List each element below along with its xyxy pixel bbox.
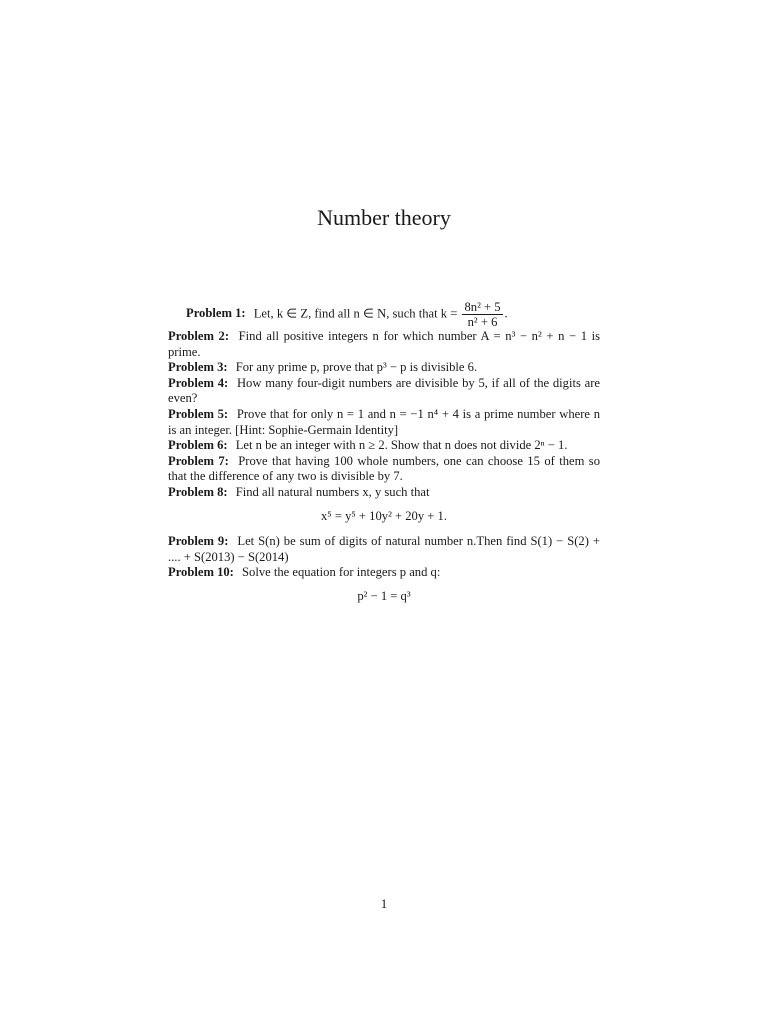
problem-label: Problem 6: — [168, 438, 228, 453]
display-equation: p² − 1 = q³ — [357, 588, 411, 603]
display-equation: x⁵ = y⁵ + 10y² + 20y + 1. — [321, 508, 447, 523]
problem-label: Problem 7: — [168, 453, 229, 468]
problem-label: Problem 3: — [168, 360, 228, 375]
problem-5 — [168, 407, 600, 438]
problem-text-end: . — [504, 306, 508, 321]
problem-8 — [168, 485, 600, 501]
fraction-numerator: 8n² + 5 — [464, 300, 501, 314]
document-title: Number theory — [317, 205, 451, 230]
problem-1 — [168, 300, 600, 329]
problem-label: Problem 9: — [168, 534, 229, 549]
page-number: 1 — [380, 896, 388, 911]
problem-7 — [168, 454, 600, 485]
problem-3 — [168, 360, 600, 376]
problem-label: Problem 8: — [168, 484, 228, 499]
fraction — [462, 300, 502, 329]
problem-6 — [168, 438, 600, 454]
problem-text: Let S(n) be sum of digits of natural number n.Then find S(1) − S(2) + .... + S(2013) − S(2014) — [168, 534, 600, 564]
problem-label: Problem 10: — [168, 565, 234, 580]
problem-text: Find all positive integers n for which number A = n³ − n² + n − 1 is prime. — [168, 329, 601, 359]
problem-10 — [168, 565, 600, 581]
problem-text: Prove that having 100 whole numbers, one can choose 15 of them so that the difference of any two is divisible by 7. — [168, 453, 601, 484]
problem-text: Prove that for only n = 1 and n = −1 n⁴ + 4 is a prime number where n is an integer. [Hint: Sophie-Germain Identity] — [168, 406, 600, 437]
problem-label: Problem 5: — [168, 406, 229, 421]
problem-text: Find all natural numbers x, y such that — [235, 484, 430, 499]
problem-9 — [168, 534, 600, 565]
problem-text: For any prime p, prove that p³ − p is divisible 6. — [235, 360, 478, 375]
problem-text: Let, k ∈ Z, find all n ∈ N, such that k = — [253, 306, 458, 321]
problem-text: How many four-digit numbers are divisible by 5, if all of the digits are even? — [168, 375, 600, 406]
problem-label: Problem 1: — [186, 306, 246, 321]
problem-label: Problem 4: — [168, 375, 229, 390]
problem-4 — [168, 376, 600, 407]
fraction-denominator: n² + 6 — [467, 315, 498, 329]
problem-text: Let n be an integer with n ≥ 2. Show that n does not divide 2ⁿ − 1. — [235, 438, 568, 453]
problem-label: Problem 2: — [168, 329, 230, 343]
problem-list — [168, 300, 600, 615]
problem-text: Solve the equation for integers p and q: — [242, 565, 441, 580]
problem-2 — [168, 329, 600, 360]
